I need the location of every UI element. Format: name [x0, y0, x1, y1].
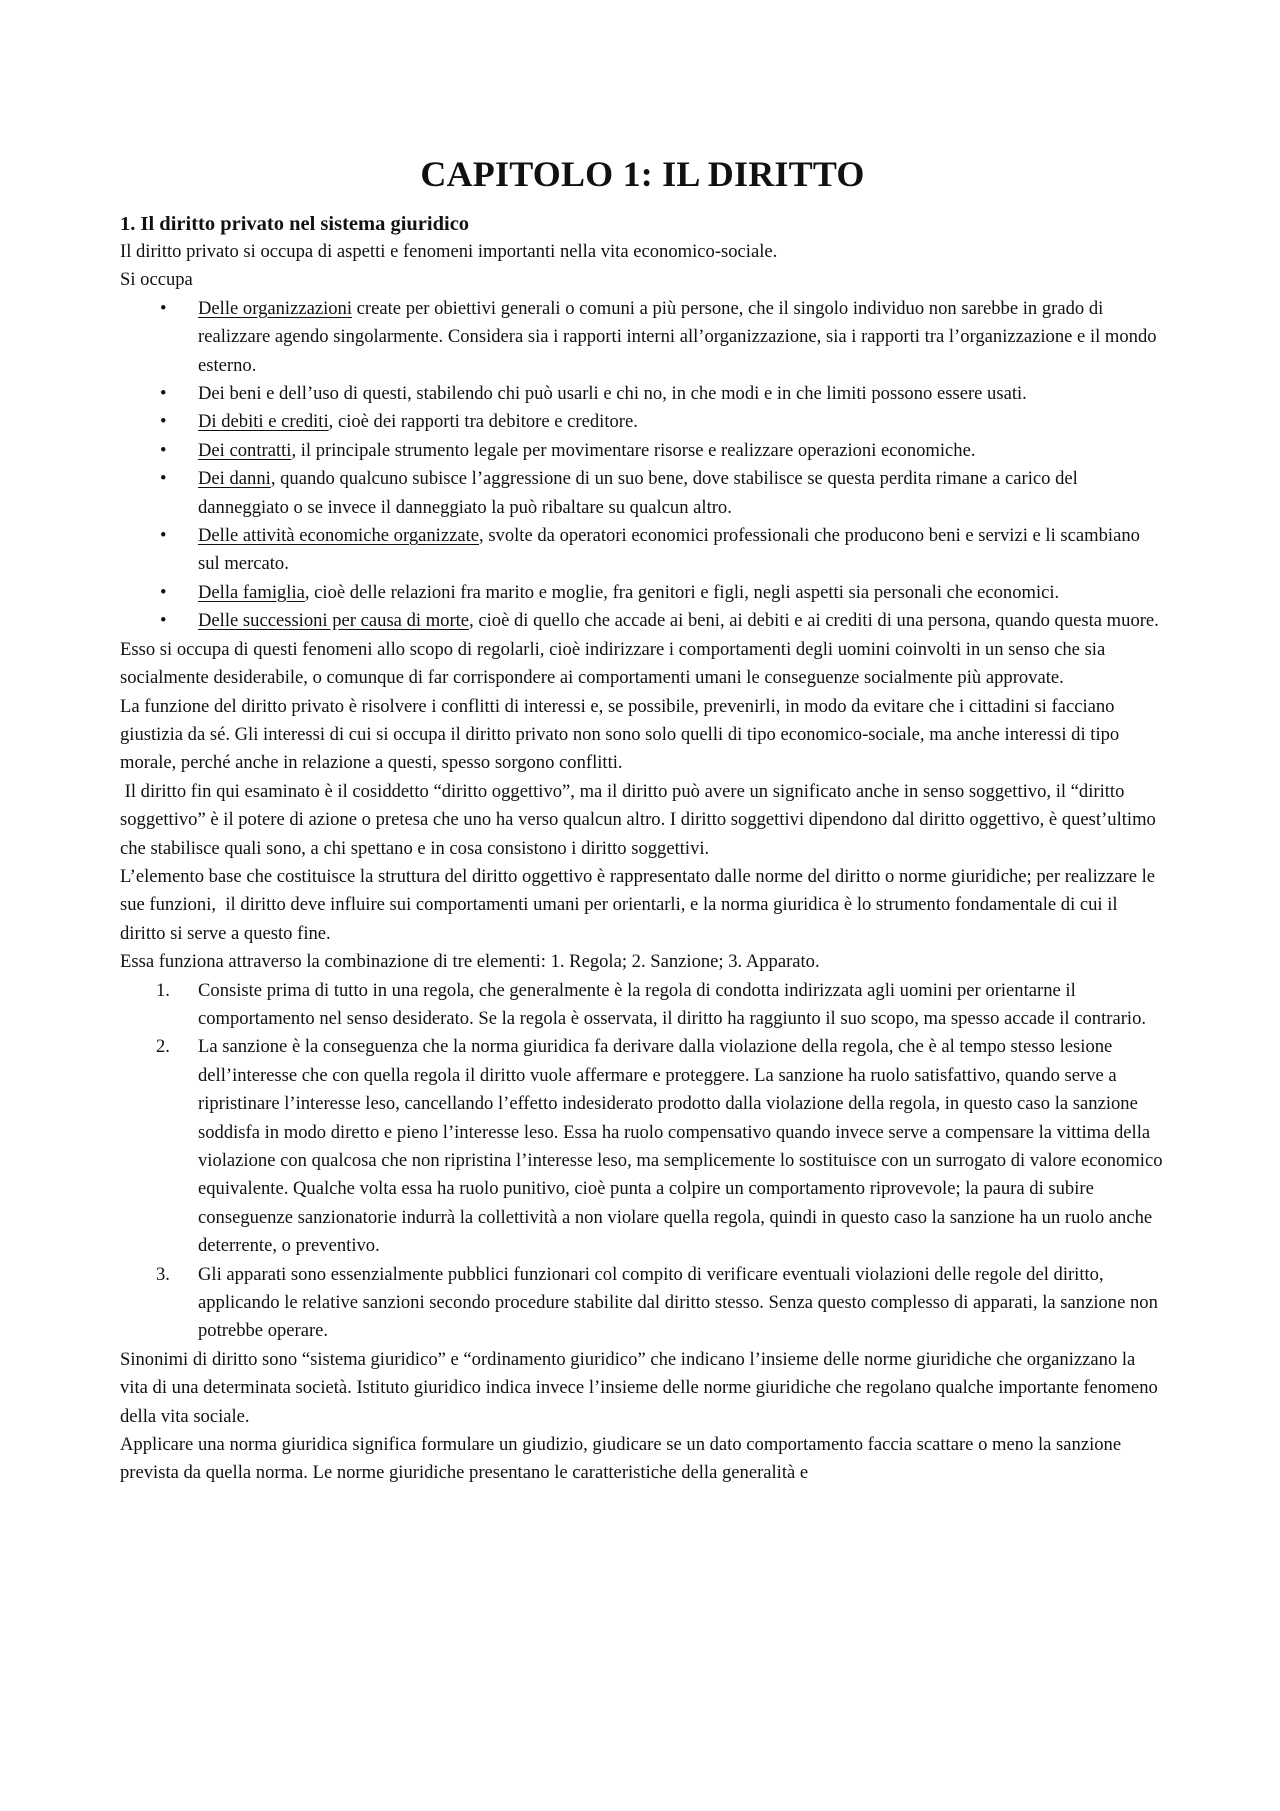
bullet-glyph: •	[160, 525, 167, 547]
underlined-term: Delle organizzazioni	[198, 297, 353, 319]
underlined-term: Delle attività economiche organizzate	[198, 525, 480, 547]
document-page	[120, 150, 1165, 1488]
intro-paragraph: Il diritto privato si occupa di aspetti e fenomeni importanti nella vita economico-sociale.	[120, 241, 778, 262]
list-item	[120, 522, 1165, 579]
body-paragraph: Applicare una norma giuridica significa formulare un giudizio, giudicare se un dato comportamento faccia scattare o meno la sanzione prevista da quella norma. Le norme giuridiche presentano le caratteristiche della generalità e	[120, 1434, 1122, 1484]
item-text: , cioè di quello che accade ai beni, ai debiti e ai crediti di una persona, quando questa muore.	[469, 610, 1159, 632]
body-paragraph: Esso si occupa di questi fenomeni allo scopo di regolarli, cioè indirizzare i comportamenti degli uomini coinvolti in un senso che sia socialmente desiderabile, o comunque di far corrispondere ai comportamenti umani le conseguenze socialmente più approvate.	[120, 638, 1106, 689]
body-paragraph: La funzione del diritto privato è risolvere i conflitti di interessi e, se possibile, prevenirli, in modo da evitare che i cittadini si facciano giustizia da sé. Gli interessi di cui si occupa il diritto privato non sono solo quelli di tipo economico-sociale, ma anche interessi di tipo morale, perché anche in relazione a questi, spesso sorgono conflitti.	[120, 695, 1120, 774]
body-paragraph: Il diritto fin qui esaminato è il cosiddetto “diritto oggettivo”, ma il diritto può avere un significato anche in senso soggettivo, il “diritto soggettivo” è il potere di azione o pretesa che uno ha verso qualcun altro. I diritto soggettivi dipendono dal diritto oggettivo, è quest’ultimo che stabilisce quali sono, a chi spettano e in cosa consistono i diritto soggettivi.	[120, 780, 1161, 859]
bullet-glyph: •	[160, 468, 167, 490]
list-item	[120, 437, 1165, 465]
list-item	[120, 380, 1165, 408]
body-paragraph: Essa funziona attraverso la combinazione di tre elementi: 1. Regola; 2. Sanzione; 3. Apparato.	[120, 951, 820, 973]
body-paragraph: L’elemento base che costituisce la struttura del diritto oggettivo è rappresentato dalle norme del diritto o norme giuridiche; per realizzare le sue funzioni, il diritto deve influire sui comportamenti umani per orientarli, e la norma giuridica è lo strumento fondamentale di cui il diritto si serve a questo fine.	[120, 865, 1160, 944]
item-text: , quando qualcuno subisce l’aggressione di un suo bene, dove stabilisce se questa perdita rimane a carico del danneggiato o se invece il danneggiato la può ribaltare su qualcun altro.	[198, 468, 1078, 518]
item-text: Consiste prima di tutto in una regola, che generalmente è la regola di condotta indirizzata agli uomini per orientarne il comportamento nel senso desiderato. Se la regola è osservata, il diritto ha raggiunto il suo scopo, ma spesso accade il contrario.	[198, 979, 1147, 1029]
underlined-term: Dei danni	[198, 468, 271, 490]
bullet-glyph: •	[160, 297, 167, 319]
list-item	[120, 1261, 1165, 1346]
item-number: 2.	[156, 1036, 170, 1058]
item-text: create per obiettivi generali o comuni a più persone, che il singolo individuo non sarebbe in grado di realizzare agendo singolarmente. Considera sia i rapporti interni all’organizzazione, sia i rapporti tra l’organizzazione e il mondo esterno.	[198, 297, 1157, 376]
item-text: Dei beni e dell’uso di questi, stabilendo chi può usarli e chi no, in che modi e in che limiti possono essere usati.	[198, 383, 1027, 405]
bullet-glyph: •	[160, 439, 167, 461]
list-item	[120, 408, 1165, 436]
underlined-term: Delle successioni per causa di morte	[198, 610, 470, 632]
section-heading: 1. Il diritto privato nel sistema giuridico	[120, 213, 470, 235]
underlined-term: Di debiti e crediti	[198, 411, 329, 433]
item-text: , svolte da operatori economici professionali che producono beni e servizi e li scambiano sul mercato.	[198, 525, 1140, 575]
list-item	[120, 465, 1165, 522]
item-number: 3.	[156, 1263, 170, 1285]
bullet-glyph: •	[160, 581, 167, 603]
list-item	[120, 607, 1165, 635]
list-item	[120, 1033, 1165, 1260]
bullet-glyph: •	[160, 411, 167, 433]
chapter-title: CAPITOLO 1: IL DIRITTO	[420, 154, 865, 194]
topics-list	[120, 295, 1165, 636]
underlined-term: Dei contratti	[198, 439, 292, 461]
si-occupa-line: Si occupa	[120, 269, 193, 291]
item-text: La sanzione è la conseguenza che la norma giuridica fa derivare dalla violazione della regola, che è al tempo stesso lesione dell’interesse che con quella regola il diritto vuole affermare e proteggere. La sanzione ha ruolo satisfattivo, quando serve a ripristinare l’interesse leso, cancellando l’effetto indesiderato prodotto dalla violazione della regola, in questo caso la sanzione soddisfa in modo diretto e pieno l’interesse leso. Essa ha ruolo compensativo quando invece serve a compensare la vittima della violazione con qualcosa che non ripristina l’interesse leso, ma semplicemente lo sostituisce con un surrogato di valore economico equivalente. Qualche volta essa ha ruolo punitivo, cioè punta a colpire un comportamento riprovevole; la paura di subire conseguenze sanzionatorie indurrà la collettività a non violare quella regola, quindi in questo caso la sanzione ha un ruolo anche deterrente, o preventivo.	[198, 1036, 1163, 1257]
item-text: , il principale strumento legale per movimentare risorse e realizzare operazioni economiche.	[291, 439, 976, 461]
list-item	[120, 977, 1165, 1034]
item-number: 1.	[156, 979, 170, 1001]
bullet-glyph: •	[160, 383, 167, 405]
body-paragraph: Sinonimi di diritto sono “sistema giuridico” e “ordinamento giuridico” che indicano l’insieme delle norme giuridiche che organizzano la vita di una determinata società. Istituto giuridico indica invece l’insieme delle norme giuridiche che regolano qualche importante fenomeno della vita sociale.	[120, 1348, 1158, 1427]
underlined-term: Della famiglia	[198, 581, 305, 603]
list-item	[120, 295, 1165, 380]
bullet-glyph: •	[160, 610, 167, 632]
item-text: , cioè dei rapporti tra debitore e creditore.	[328, 411, 638, 433]
item-text: , cioè delle relazioni fra marito e moglie, fra genitori e figli, negli aspetti sia personali che economici.	[304, 581, 1060, 603]
item-text: Gli apparati sono essenzialmente pubblici funzionari col compito di verificare eventuali violazioni delle regole del diritto, applicando le relative sanzioni secondo procedure stabilite dal diritto stesso. Senza questo complesso di apparati, la sanzione non potrebbe operare.	[198, 1263, 1158, 1342]
list-item	[120, 579, 1165, 607]
elements-list	[120, 977, 1165, 1346]
